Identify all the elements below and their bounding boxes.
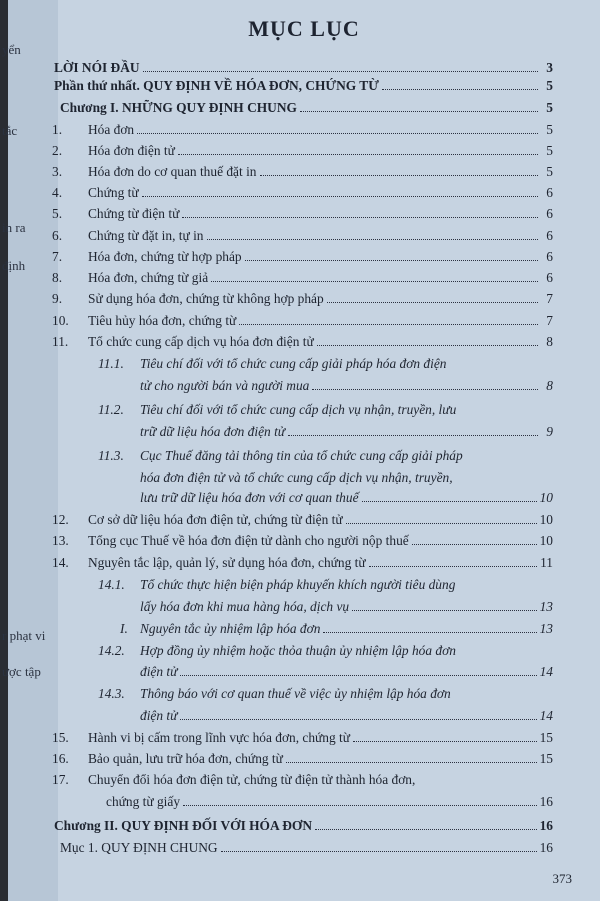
toc-entry-number: 11.	[52, 334, 69, 349]
dot-leader	[178, 154, 538, 155]
toc-entry[interactable]	[52, 164, 553, 179]
dot-leader	[352, 610, 537, 611]
toc-entry-title: Sử dụng hóa đơn, chứng từ không hợp pháp	[88, 291, 324, 306]
toc-page-number: 6	[546, 206, 553, 221]
toc-page-number: 13	[539, 621, 553, 636]
toc-entry-continuation	[140, 599, 553, 614]
toc-entry-number: 15.	[52, 730, 69, 745]
toc-entry-number: 2.	[52, 143, 63, 158]
dot-leader	[143, 71, 538, 72]
toc-entry[interactable]	[52, 555, 553, 570]
toc-entry-number: I.	[120, 621, 128, 636]
dot-leader	[180, 675, 536, 676]
dot-leader	[382, 89, 538, 90]
toc-entry[interactable]	[54, 60, 553, 75]
toc-entry[interactable]	[52, 772, 415, 787]
toc-entry-number: 7.	[52, 249, 63, 264]
dot-leader	[286, 762, 537, 763]
toc-entry-number: 8.	[52, 270, 63, 285]
toc-entry[interactable]	[120, 621, 553, 636]
dot-leader	[183, 805, 537, 806]
toc-page-number: 13	[539, 599, 553, 614]
toc-entry[interactable]	[54, 78, 553, 93]
toc-entry-title: LỜI NÓI ĐẦU	[54, 60, 140, 75]
toc-entry-continuation	[140, 378, 553, 393]
toc-entry-continuation	[140, 708, 553, 723]
toc-entry-number: 17.	[52, 772, 69, 787]
facing-page-fragment: ược tập	[2, 664, 41, 679]
toc-entry[interactable]	[52, 228, 553, 243]
dot-leader	[317, 345, 538, 346]
toc-page-number: 5	[546, 78, 553, 93]
facing-page-fragment: in ra	[2, 220, 26, 235]
toc-entry-title: Cục Thuế đăng tải thông tin của tổ chức cung cấp giải pháp	[140, 448, 463, 463]
toc-entry[interactable]	[54, 818, 553, 833]
toc-page-number: 10	[539, 512, 553, 527]
toc-entry-title: Hành vi bị cấm trong lĩnh vực hóa đơn, chứng từ	[88, 730, 351, 745]
toc-entry-title: Tiêu chí đối với tổ chức cung cấp giải pháp hóa đơn điện	[140, 356, 447, 371]
toc-entry-title: Hóa đơn do cơ quan thuế đặt in	[88, 164, 257, 179]
toc-page-number: 16	[539, 794, 553, 809]
toc-page-number: 6	[546, 228, 553, 243]
page-number: 373	[552, 871, 572, 886]
toc-entry-title: Tiêu chí đối với tổ chức cung cấp dịch vụ nhận, truyền, lưu	[140, 402, 457, 417]
dot-leader	[346, 523, 537, 524]
dot-leader	[369, 566, 537, 567]
dot-leader	[362, 501, 537, 502]
dot-leader	[315, 829, 537, 830]
toc-entry[interactable]	[98, 448, 463, 463]
toc-page-number: 7	[546, 291, 553, 306]
toc-entry-title: Tổ chức cung cấp dịch vụ hóa đơn điện tử	[88, 334, 314, 349]
toc-entry-title-continued: trữ dữ liệu hóa đơn điện tử	[140, 424, 286, 439]
toc-entry-title: Tiêu hủy hóa đơn, chứng từ	[88, 313, 237, 328]
toc-entry-number: 11.2.	[98, 402, 124, 417]
toc-entry-title-continued: chứng từ giấy	[106, 794, 181, 809]
dot-leader	[211, 281, 538, 282]
toc-entry-title: Mục 1. QUY ĐỊNH CHUNG	[60, 840, 218, 855]
toc-entry[interactable]	[52, 751, 553, 766]
toc-entry-title-continued: lưu trữ dữ liệu hóa đơn với cơ quan thuế	[140, 490, 359, 505]
toc-entry[interactable]	[52, 185, 553, 200]
toc-page-number: 15	[539, 751, 553, 766]
toc-entry[interactable]	[98, 402, 456, 417]
toc-entry-title: Hóa đơn, chứng từ giả	[88, 270, 209, 285]
toc-entry-number: 3.	[52, 164, 63, 179]
toc-entry[interactable]	[52, 270, 553, 285]
toc-entry[interactable]	[52, 122, 553, 137]
toc-entry-title: Hóa đơn, chứng từ hợp pháp	[88, 249, 242, 264]
toc-entry-title: Hóa đơn	[88, 122, 135, 137]
toc-entry-title: Phần thứ nhất. QUY ĐỊNH VỀ HÓA ĐƠN, CHỨNG TỪ	[54, 78, 379, 93]
table-of-contents	[8, 0, 600, 901]
dot-leader	[412, 544, 537, 545]
toc-entry-title: Nguyên tắc ủy nhiệm lập hóa đơn	[140, 621, 321, 636]
toc-entry-number: 16.	[52, 751, 69, 766]
toc-page-number: 3	[546, 60, 553, 75]
toc-entry[interactable]	[52, 512, 553, 527]
dot-leader	[323, 632, 536, 633]
toc-page-number: 9	[546, 424, 553, 439]
toc-page-number: 15	[539, 730, 553, 745]
toc-page-number: 8	[546, 334, 553, 349]
facing-page-fragment: định	[2, 258, 26, 273]
toc-entry-title: Bảo quản, lưu trữ hóa đơn, chứng từ	[88, 751, 283, 766]
toc-entry-title-continued: điện tử	[140, 664, 178, 679]
page-title: MỤC LỤC	[248, 16, 360, 41]
toc-entry[interactable]	[52, 730, 553, 745]
toc-page-number: 6	[546, 270, 553, 285]
toc-entry-title: Hóa đơn điện tử	[88, 143, 175, 158]
toc-page-number: 6	[546, 185, 553, 200]
toc-entry-title: Chương II. QUY ĐỊNH ĐỐI VỚI HÓA ĐƠN	[54, 818, 313, 833]
toc-page-number: 7	[546, 313, 553, 328]
toc-entry-title: Chuyển đổi hóa đơn điện tử, chứng từ điện tử thành hóa đơn,	[88, 772, 416, 787]
toc-page-number: 14	[539, 664, 553, 679]
toc-page-number: 5	[546, 164, 553, 179]
toc-entry-number: 14.2.	[98, 643, 125, 658]
dot-leader	[288, 435, 538, 436]
facing-page-fragment: yển	[2, 42, 21, 57]
toc-page-number: 11	[540, 555, 553, 570]
toc-entry[interactable]	[60, 100, 553, 115]
toc-entry[interactable]	[60, 840, 553, 855]
toc-entry-number: 4.	[52, 185, 63, 200]
toc-entry-title: Chứng từ	[88, 185, 139, 200]
toc-entry[interactable]	[52, 533, 553, 548]
dot-leader	[221, 851, 537, 852]
toc-entry-continuation	[106, 794, 553, 809]
toc-entry[interactable]	[52, 143, 553, 158]
toc-entry-number: 10.	[52, 313, 69, 328]
toc-entry-number: 14.	[52, 555, 69, 570]
toc-page-number: 8	[546, 378, 553, 393]
toc-entry[interactable]	[98, 577, 455, 592]
dot-leader	[182, 217, 538, 218]
toc-entry-continuation	[140, 424, 553, 439]
toc-entry-number: 9.	[52, 291, 63, 306]
toc-entry-number: 14.1.	[98, 577, 125, 592]
toc-entry-title-continued: lấy hóa đơn khi mua hàng hóa, dịch vụ	[140, 599, 350, 614]
toc-entry-number: 1.	[52, 122, 63, 137]
dot-leader	[260, 175, 539, 176]
toc-entry-title: Chương I. NHỮNG QUY ĐỊNH CHUNG	[60, 100, 297, 115]
toc-entry-continuation	[140, 664, 553, 679]
toc-entry[interactable]	[98, 686, 451, 701]
toc-entry[interactable]	[52, 206, 553, 221]
toc-entry[interactable]	[52, 313, 553, 328]
toc-entry[interactable]	[98, 356, 446, 371]
toc-entry[interactable]	[52, 291, 553, 306]
toc-page-number: 14	[539, 708, 553, 723]
toc-entry-title: Thông báo với cơ quan thuế về việc ủy nhiệm lập hóa đơn	[140, 686, 451, 701]
dot-leader	[312, 389, 538, 390]
toc-entry-number: 6.	[52, 228, 63, 243]
toc-entry-number: 11.1.	[98, 356, 124, 371]
dot-leader	[180, 719, 536, 720]
dot-leader	[353, 741, 537, 742]
toc-entry-title: Chứng từ đặt in, tự in	[88, 228, 204, 243]
dot-leader	[239, 324, 538, 325]
toc-page-number: 5	[546, 100, 553, 115]
toc-page-number: 16	[539, 840, 553, 855]
toc-entry-number: 11.3.	[98, 448, 124, 463]
toc-entry-continuation: hóa đơn điện tử và tổ chức cung cấp dịch vụ nhận, truyền,	[140, 470, 453, 485]
toc-entry[interactable]	[98, 643, 456, 658]
toc-entry-continuation	[140, 490, 553, 505]
toc-page-number: 5	[546, 122, 553, 137]
toc-entry-number: 13.	[52, 533, 69, 548]
toc-page-number: 10	[539, 490, 553, 505]
dot-leader	[327, 302, 538, 303]
dot-leader	[137, 133, 538, 134]
facing-page-fragment: r phạt vi	[2, 628, 46, 643]
toc-entry[interactable]	[52, 249, 553, 264]
toc-page-number: 6	[546, 249, 553, 264]
dot-leader	[207, 239, 538, 240]
toc-page-number: 10	[539, 533, 553, 548]
toc-entry-title: Nguyên tắc lập, quản lý, sử dụng hóa đơn, chứng từ	[88, 555, 366, 570]
toc-page-number: 5	[546, 143, 553, 158]
dot-leader	[142, 196, 538, 197]
toc-entry-title-continued: tử cho người bán và người mua	[140, 378, 310, 393]
toc-entry-title-continued: điện tử	[140, 708, 178, 723]
toc-entry-title: Cơ sở dữ liệu hóa đơn điện tử, chứng từ điện tử	[88, 512, 343, 527]
book-page	[2, 0, 600, 901]
toc-entry[interactable]	[52, 334, 553, 349]
toc-entry-title: Tổng cục Thuế về hóa đơn điện tử dành cho người nộp thuế	[88, 533, 409, 548]
toc-entry-number: 12.	[52, 512, 69, 527]
toc-entry-number: 5.	[52, 206, 63, 221]
toc-entry-title: Tổ chức thực hiện biện pháp khuyến khích người tiêu dùng	[140, 577, 456, 592]
toc-entry-title: Chứng từ điện tử	[88, 206, 180, 221]
dot-leader	[245, 260, 538, 261]
toc-page-number: 16	[539, 818, 553, 833]
dot-leader	[300, 111, 538, 112]
facing-page-fragment: tắc	[2, 123, 18, 138]
toc-entry-number: 14.3.	[98, 686, 125, 701]
toc-entry-title: Hợp đồng ủy nhiệm hoặc thỏa thuận ủy nhiệm lập hóa đơn	[140, 643, 456, 658]
